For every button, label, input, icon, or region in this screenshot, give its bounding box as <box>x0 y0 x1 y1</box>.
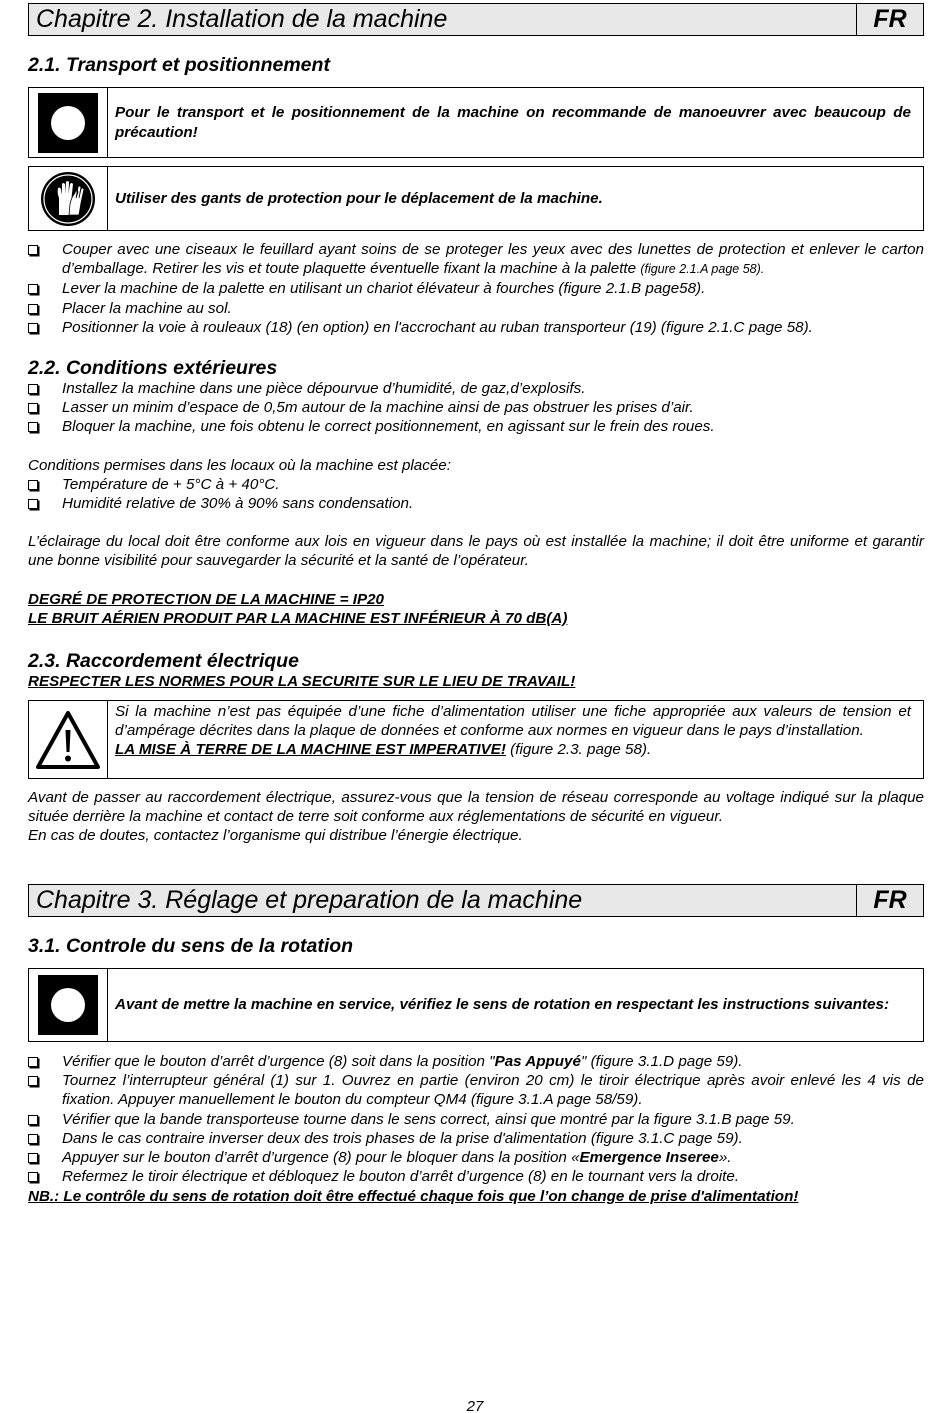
electrical-paragraph-1: Avant de passer au raccordement électrique, assurez-vous que la tension de réseau corresponde au voltage indiqué sur la plaque située derrière la machine et contact de terre soit conforme aux réglementations de sécurité en vigueur. <box>28 789 924 826</box>
checkbox-bullet-icon <box>28 284 38 294</box>
lighting-paragraph: L’éclairage du local doit être conforme aux lois en vigueur dans le pays où est installée la machine; il doit être uniforme et garantir une bonne visibilité pour sauvegarder la sécurité et la santé de l’opérateur. <box>28 533 924 570</box>
list-item: Vérifier que la bande transporteuse tourne dans le sens correct, ainsi que montré par la figure 3.1.B page 59. <box>28 1110 924 1129</box>
environment-conditions-list <box>28 475 924 513</box>
section-2-2-heading: 2.2. Conditions extérieures <box>28 357 278 379</box>
list-item: Installez la machine dans une pièce dépourvue d’humidité, de gaz,d’explosifs. <box>28 379 924 398</box>
mandatory-action-icon <box>29 969 108 1041</box>
checkbox-bullet-icon <box>28 480 38 490</box>
checkbox-bullet-icon <box>28 1115 38 1125</box>
list-item: Bloquer la machine, une fois obtenu le correct positionnement, en agissant sur le frein des roues. <box>28 417 924 436</box>
section-2-1-heading: 2.1. Transport et positionnement <box>28 54 330 76</box>
checkbox-bullet-icon <box>28 245 38 255</box>
section-2-3-heading: 2.3. Raccordement électrique <box>28 650 299 672</box>
chapter-3-title: Chapitre 3. Réglage et preparation de la machine <box>29 885 857 916</box>
checkbox-bullet-icon <box>28 1153 38 1163</box>
list-item: Refermez le tiroir électrique et débloquez le bouton d’arrêt d’urgence (8) en le tournant vers la droite. <box>28 1167 924 1186</box>
rotation-notice <box>28 968 924 1042</box>
page-number: 27 <box>466 1398 484 1413</box>
list-item: Dans le cas contraire inverser deux des trois phases de la prise d'alimentation (figure 3.1.C page 59). <box>28 1129 924 1148</box>
conditions-intro: Conditions permises dans les locaux où la machine est placée: <box>28 457 451 474</box>
checkbox-bullet-icon <box>28 1172 38 1182</box>
list-item: Positionner la voie à rouleaux (18) (en option) en l'accrochant au ruban transporteur (19) (figure 2.1.C page 58). <box>28 318 924 337</box>
gloves-notice-text: Utiliser des gants de protection pour le déplacement de la machine. <box>115 189 603 207</box>
conditions-list <box>28 379 924 437</box>
rotation-notice-text: Avant de mettre la machine en service, vérifiez le sens de rotation en respectant les instructions suivantes: <box>115 996 889 1014</box>
list-item: Tournez l’interrupteur général (1) sur 1. Ouvrez en partie (environ 20 cm) le tiroir électrique après avoir enlevé les 4 vis de fixation. Appuyer manuellement le bouton du compteur QM4 (figure 3.1.A page 58/59). <box>28 1071 924 1109</box>
chapter-2-title: Chapitre 2. Installation de la machine <box>29 4 857 35</box>
checkbox-bullet-icon <box>28 304 38 314</box>
section-2-3-subheading: RESPECTER LES NORMES POUR LA SECURITE SUR LE LIEU DE TRAVAIL! <box>28 673 576 690</box>
checkbox-bullet-icon <box>28 384 38 394</box>
section-3-1-heading: 3.1. Controle du sens de la rotation <box>28 935 354 957</box>
noise-level: LE BRUIT AÉRIEN PRODUIT PAR LA MACHINE EST INFÉRIEUR À 70 dB(A) <box>28 610 568 627</box>
transport-notice <box>28 87 924 158</box>
mandatory-action-icon <box>29 88 108 157</box>
rotation-steps-list <box>28 1052 924 1186</box>
checkbox-bullet-icon <box>28 1076 38 1086</box>
list-item: Placer la machine au sol. <box>28 299 924 318</box>
list-item: Lasser un minim d’espace de 0,5m autour de la machine ainsi de pas obstruer les prises d’air. <box>28 398 924 417</box>
chapter-3-header <box>28 884 924 917</box>
list-item: Vérifier que le bouton d’arrêt d’urgence (8) soit dans la position "Pas Appuyé" (figure 3.1.D page 59). <box>28 1052 924 1071</box>
electrical-warning-text: Si la machine n’est pas équipée d’une fiche d’alimentation utiliser une fiche appropriée aux valeurs de tension et d’ampérage décrites dans la plaque de données et conforme aux normes en vigueur dans le pays d’installation. LA MISE À TERRE DE LA MACHINE EST IMPERATIVE! (figure 2.3. page 58). <box>115 703 911 759</box>
list-item: Humidité relative de 30% à 90% sans condensation. <box>28 494 924 513</box>
protective-gloves-icon <box>29 167 108 230</box>
transport-notice-text: Pour le transport et le positionnement de la machine on recommande de manoeuvrer avec beaucoup de précaution! <box>115 104 911 141</box>
chapter-2-language: FR <box>873 5 907 33</box>
rotation-nb-note: NB.: Le contrôle du sens de rotation doit être effectué chaque fois que l’on change de prise d'alimentation! <box>28 1188 799 1205</box>
warning-triangle-icon <box>29 701 108 778</box>
checkbox-bullet-icon <box>28 1134 38 1144</box>
chapter-3-language: FR <box>873 886 907 914</box>
transport-steps-list <box>28 240 924 337</box>
electrical-warning <box>28 700 924 779</box>
checkbox-bullet-icon <box>28 499 38 509</box>
protection-degree: DEGRÉ DE PROTECTION DE LA MACHINE = IP20 <box>28 591 384 608</box>
checkbox-bullet-icon <box>28 422 38 432</box>
list-item: Couper avec une ciseaux le feuillard ayant soins de se proteger les yeux avec des lunettes de protection et enlever le carton d’emballage. Retirer les vis et toute plaquette éventuelle fixant la machine à la palette (figure 2.1.A page 58). <box>28 240 924 279</box>
list-item: Lever la machine de la palette en utilisant un chariot élévateur à fourches (figure 2.1.B page58). <box>28 279 924 298</box>
checkbox-bullet-icon <box>28 403 38 413</box>
checkbox-bullet-icon <box>28 323 38 333</box>
list-item: Appuyer sur le bouton d’arrêt d’urgence (8) pour le bloquer dans la position «Emergence Inseree». <box>28 1148 924 1167</box>
chapter-2-header <box>28 3 924 36</box>
checkbox-bullet-icon <box>28 1057 38 1067</box>
list-item: Température de + 5°C à + 40°C. <box>28 475 924 494</box>
electrical-paragraph-2: En cas de doutes, contactez l’organisme qui distribue l’énergie électrique. <box>28 827 523 844</box>
gloves-notice <box>28 166 924 231</box>
